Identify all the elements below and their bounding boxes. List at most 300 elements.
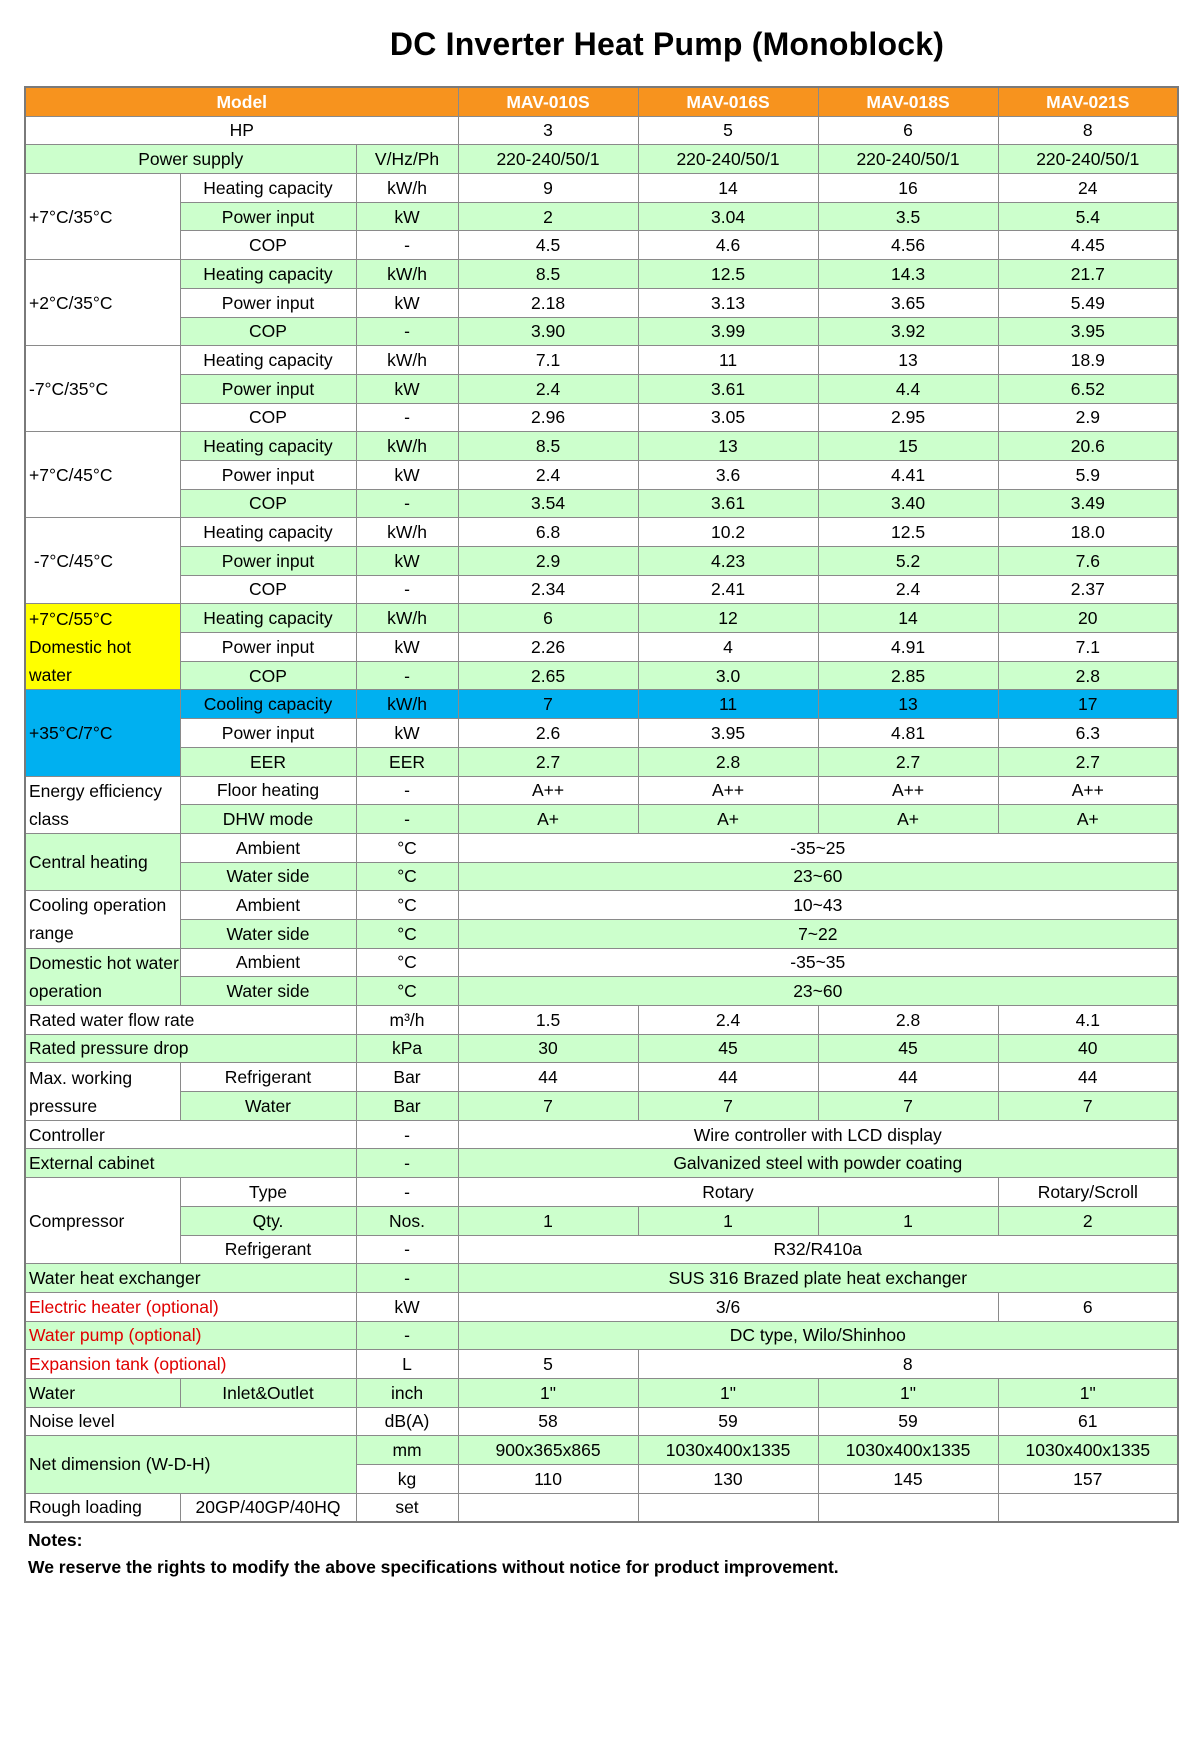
cell: Wire controller with LCD display: [458, 1120, 1178, 1149]
param-label: Ambient: [180, 833, 356, 862]
param-label: Refrigerant: [180, 1063, 356, 1092]
cell: 6.52: [998, 374, 1178, 403]
table-row: [25, 432, 1178, 461]
cell: 157: [998, 1465, 1178, 1494]
table-row: [25, 776, 1178, 805]
cell: 13: [818, 346, 998, 375]
unit-cell: Bar: [356, 1063, 458, 1092]
cell: 4.45: [998, 231, 1178, 260]
cell: 15: [818, 432, 998, 461]
unit-cell: kW/h: [356, 604, 458, 633]
cell: 3: [458, 116, 638, 145]
cooling-range-label: Cooling operation range: [25, 891, 180, 948]
cell: 13: [638, 432, 818, 461]
cell: 12.5: [818, 518, 998, 547]
param-label: EER: [180, 747, 356, 776]
condition-label: -7°C/45°C: [25, 518, 180, 604]
table-row: [25, 1063, 1178, 1092]
cell: 2.8: [818, 1006, 998, 1035]
cell: A++: [998, 776, 1178, 805]
unit-cell: -: [356, 231, 458, 260]
cell: R32/R410a: [458, 1235, 1178, 1264]
cell: 1": [638, 1378, 818, 1407]
param-label: Heating capacity: [180, 432, 356, 461]
cell: 2.34: [458, 575, 638, 604]
param-label: DHW mode: [180, 805, 356, 834]
row-label: Rough loading: [25, 1493, 180, 1522]
table-row: [25, 633, 1178, 662]
model-col-2: MAV-016S: [638, 87, 818, 116]
cell: 3.99: [638, 317, 818, 346]
table-row: [25, 747, 1178, 776]
cell: 6: [998, 1292, 1178, 1321]
unit-cell: °C: [356, 977, 458, 1006]
unit-cell: kg: [356, 1465, 458, 1494]
cell: A+: [638, 805, 818, 834]
table-row: [25, 604, 1178, 633]
cell: 3.65: [818, 288, 998, 317]
cell: Rotary: [458, 1178, 998, 1207]
param-label: Heating capacity: [180, 518, 356, 547]
table-row: [25, 460, 1178, 489]
row-label: Controller: [25, 1120, 356, 1149]
unit-cell: mm: [356, 1436, 458, 1465]
row-label: Noise level: [25, 1407, 356, 1436]
cell: 8.5: [458, 260, 638, 289]
cell: SUS 316 Brazed plate heat exchanger: [458, 1264, 1178, 1293]
table-row: [25, 403, 1178, 432]
cell: 23~60: [458, 862, 1178, 891]
cell: 40: [998, 1034, 1178, 1063]
cell: 7: [458, 1092, 638, 1121]
unit-cell: kW/h: [356, 432, 458, 461]
unit-cell: kW: [356, 633, 458, 662]
table-row: [25, 1092, 1178, 1121]
model-col-4: MAV-021S: [998, 87, 1178, 116]
notes-heading: Notes:: [28, 1530, 83, 1550]
cell: 1": [998, 1378, 1178, 1407]
cell: 3.92: [818, 317, 998, 346]
unit-cell: °C: [356, 919, 458, 948]
cell: 4.41: [818, 460, 998, 489]
unit-cell: -: [356, 1120, 458, 1149]
table-row: [25, 145, 1178, 174]
cell: 3.13: [638, 288, 818, 317]
cell: 2.6: [458, 719, 638, 748]
row-label: External cabinet: [25, 1149, 356, 1178]
cell: 4.81: [818, 719, 998, 748]
cell: 1": [458, 1378, 638, 1407]
cell: 220-240/50/1: [458, 145, 638, 174]
cell: 3.61: [638, 489, 818, 518]
cell: 23~60: [458, 977, 1178, 1006]
dhw-operation-label: Domestic hot water operation: [25, 948, 180, 1005]
cell: 59: [818, 1407, 998, 1436]
cell: 7~22: [458, 919, 1178, 948]
param-label: COP: [180, 661, 356, 690]
unit-cell: kW: [356, 374, 458, 403]
table-row: [25, 805, 1178, 834]
compressor-label: Compressor: [25, 1178, 180, 1264]
cell: 2.9: [458, 547, 638, 576]
unit-cell: V/Hz/Ph: [356, 145, 458, 174]
condition-label: -7°C/35°C: [25, 346, 180, 432]
cell: 4.91: [818, 633, 998, 662]
unit-cell: kW: [356, 719, 458, 748]
table-row: [25, 575, 1178, 604]
cell: 10~43: [458, 891, 1178, 920]
unit-cell: inch: [356, 1378, 458, 1407]
table-row: [25, 1292, 1178, 1321]
cell: DC type, Wilo/Shinhoo: [458, 1321, 1178, 1350]
cell: 2.7: [818, 747, 998, 776]
unit-cell: -: [356, 317, 458, 346]
cell: 18.0: [998, 518, 1178, 547]
unit-cell: dB(A): [356, 1407, 458, 1436]
cell: 3.40: [818, 489, 998, 518]
cell: 1030x400x1335: [818, 1436, 998, 1465]
param-label: Power input: [180, 288, 356, 317]
param-label: Water side: [180, 977, 356, 1006]
cell: 10.2: [638, 518, 818, 547]
table-row: [25, 719, 1178, 748]
unit-cell: -: [356, 403, 458, 432]
table-row: [25, 1006, 1178, 1035]
table-row: [25, 1034, 1178, 1063]
param-label: Floor heating: [180, 776, 356, 805]
cell: 3.49: [998, 489, 1178, 518]
table-row: [25, 547, 1178, 576]
cooling-condition-label: +35°C/7°C: [25, 690, 180, 776]
cell: 4.6: [638, 231, 818, 260]
spec-table: [24, 86, 1179, 1523]
cell: 45: [638, 1034, 818, 1063]
table-row: [25, 1178, 1178, 1207]
table-row: [25, 1378, 1178, 1407]
cell: A++: [818, 776, 998, 805]
cell: 2.85: [818, 661, 998, 690]
cell: 5: [638, 116, 818, 145]
unit-cell: kW/h: [356, 518, 458, 547]
unit-cell: °C: [356, 948, 458, 977]
param-label: 20GP/40GP/40HQ: [180, 1493, 356, 1522]
cell: 12.5: [638, 260, 818, 289]
cell: 2.7: [998, 747, 1178, 776]
cell: 7: [998, 1092, 1178, 1121]
table-row: [25, 346, 1178, 375]
unit-cell: m³/h: [356, 1006, 458, 1035]
cell: 6: [458, 604, 638, 633]
cell: [818, 1493, 998, 1522]
cell: 2.9: [998, 403, 1178, 432]
table-row: [25, 231, 1178, 260]
unit-cell: set: [356, 1493, 458, 1522]
cell: 7.1: [458, 346, 638, 375]
condition-label: +2°C/35°C: [25, 260, 180, 346]
table-row: [25, 1493, 1178, 1522]
table-row: [25, 1206, 1178, 1235]
table-row: [25, 174, 1178, 203]
cell: 44: [818, 1063, 998, 1092]
cell: 30: [458, 1034, 638, 1063]
condition-label: +7°C/45°C: [25, 432, 180, 518]
unit-cell: °C: [356, 862, 458, 891]
cell: 2.4: [818, 575, 998, 604]
cell: 2.95: [818, 403, 998, 432]
table-row: [25, 518, 1178, 547]
row-label: Water heat exchanger: [25, 1264, 356, 1293]
cell: 17: [998, 690, 1178, 719]
cell: 4.56: [818, 231, 998, 260]
param-label: Power input: [180, 719, 356, 748]
cell: 1.5: [458, 1006, 638, 1035]
param-label: Ambient: [180, 891, 356, 920]
unit-cell: Nos.: [356, 1206, 458, 1235]
condition-label: +7°C/35°C: [25, 174, 180, 260]
cell: 4.1: [998, 1006, 1178, 1035]
table-row: [25, 1120, 1178, 1149]
cell: 2.18: [458, 288, 638, 317]
row-label: Electric heater (optional): [25, 1292, 356, 1321]
cell: 58: [458, 1407, 638, 1436]
cell: 2: [998, 1206, 1178, 1235]
cell: 14: [818, 604, 998, 633]
unit-cell: kW/h: [356, 690, 458, 719]
cell: 7: [638, 1092, 818, 1121]
cell: 4: [638, 633, 818, 662]
cell: 2.96: [458, 403, 638, 432]
unit-cell: -: [356, 661, 458, 690]
cell: 1": [818, 1378, 998, 1407]
cell: 2.4: [638, 1006, 818, 1035]
param-label: Qty.: [180, 1206, 356, 1235]
cell: 3.05: [638, 403, 818, 432]
table-row: [25, 288, 1178, 317]
unit-cell: kW/h: [356, 174, 458, 203]
param-label: COP: [180, 403, 356, 432]
param-label: Water side: [180, 862, 356, 891]
cell: 3.04: [638, 202, 818, 231]
cell: 3/6: [458, 1292, 998, 1321]
cell: 4.23: [638, 547, 818, 576]
cell: 59: [638, 1407, 818, 1436]
cell: 110: [458, 1465, 638, 1494]
cell: 12: [638, 604, 818, 633]
unit-cell: kPa: [356, 1034, 458, 1063]
cell: 2.41: [638, 575, 818, 604]
table-row: [25, 891, 1178, 920]
cell: 9: [458, 174, 638, 203]
cell: -35~25: [458, 833, 1178, 862]
unit-cell: kW: [356, 547, 458, 576]
model-header: Model: [25, 87, 458, 116]
cell: 7: [818, 1092, 998, 1121]
cell: 8: [638, 1350, 1178, 1379]
cell: 14.3: [818, 260, 998, 289]
unit-cell: L: [356, 1350, 458, 1379]
cell: 5: [458, 1350, 638, 1379]
cell: 1030x400x1335: [998, 1436, 1178, 1465]
cell: 220-240/50/1: [998, 145, 1178, 174]
param-label: Power input: [180, 374, 356, 403]
cell: 4.5: [458, 231, 638, 260]
unit-cell: -: [356, 1178, 458, 1207]
unit-cell: kW/h: [356, 260, 458, 289]
cell: 44: [458, 1063, 638, 1092]
unit-cell: -: [356, 575, 458, 604]
table-row: [25, 202, 1178, 231]
table-row: [25, 1264, 1178, 1293]
cell: [638, 1493, 818, 1522]
row-label: Rated pressure drop: [25, 1034, 356, 1063]
cell: 2.37: [998, 575, 1178, 604]
param-label: Ambient: [180, 948, 356, 977]
param-label: Inlet&Outlet: [180, 1378, 356, 1407]
cell: 6.8: [458, 518, 638, 547]
table-row: [25, 317, 1178, 346]
table-row: [25, 374, 1178, 403]
cell: 4.4: [818, 374, 998, 403]
param-label: Cooling capacity: [180, 690, 356, 719]
cell: 7.6: [998, 547, 1178, 576]
cell: 3.54: [458, 489, 638, 518]
row-label: Rated water flow rate: [25, 1006, 356, 1035]
param-label: Type: [180, 1178, 356, 1207]
unit-cell: °C: [356, 833, 458, 862]
table-row: [25, 1149, 1178, 1178]
cell: 20.6: [998, 432, 1178, 461]
param-label: COP: [180, 575, 356, 604]
row-label: Net dimension (W-D-H): [25, 1436, 356, 1493]
cell: 2.4: [458, 374, 638, 403]
cell: 6: [818, 116, 998, 145]
param-label: Heating capacity: [180, 604, 356, 633]
cell: 13: [818, 690, 998, 719]
cell: 14: [638, 174, 818, 203]
cell: 2.26: [458, 633, 638, 662]
cell: 3.5: [818, 202, 998, 231]
unit-cell: kW: [356, 1292, 458, 1321]
cell: Rotary/Scroll: [998, 1178, 1178, 1207]
table-row: [25, 690, 1178, 719]
row-label: Water: [25, 1378, 180, 1407]
param-label: COP: [180, 231, 356, 260]
unit-cell: Bar: [356, 1092, 458, 1121]
cell: 24: [998, 174, 1178, 203]
cell: 5.9: [998, 460, 1178, 489]
param-label: Heating capacity: [180, 174, 356, 203]
table-row: [25, 948, 1178, 977]
cell: 20: [998, 604, 1178, 633]
cell: 5.49: [998, 288, 1178, 317]
cell: 2.4: [458, 460, 638, 489]
cell: 3.95: [638, 719, 818, 748]
param-label: Water: [180, 1092, 356, 1121]
cell: 5.2: [818, 547, 998, 576]
unit-cell: kW: [356, 460, 458, 489]
table-row: [25, 919, 1178, 948]
table-row: [25, 977, 1178, 1006]
unit-cell: -: [356, 1149, 458, 1178]
cell: 1: [638, 1206, 818, 1235]
param-label: Heating capacity: [180, 260, 356, 289]
model-col-1: MAV-010S: [458, 87, 638, 116]
energy-class-label: Energy efficiency class: [25, 776, 180, 833]
cell: 1: [458, 1206, 638, 1235]
cell: 45: [818, 1034, 998, 1063]
unit-cell: EER: [356, 747, 458, 776]
table-row: [25, 1321, 1178, 1350]
cell: 44: [998, 1063, 1178, 1092]
cell: 220-240/50/1: [638, 145, 818, 174]
table-row: [25, 116, 1178, 145]
cell: 1: [818, 1206, 998, 1235]
unit-cell: kW/h: [356, 346, 458, 375]
param-label: Power input: [180, 547, 356, 576]
unit-cell: kW: [356, 202, 458, 231]
model-col-3: MAV-018S: [818, 87, 998, 116]
cell: 2: [458, 202, 638, 231]
unit-cell: -: [356, 805, 458, 834]
unit-cell: kW: [356, 288, 458, 317]
cell: 7: [458, 690, 638, 719]
table-row: [25, 1436, 1178, 1465]
cell: 61: [998, 1407, 1178, 1436]
unit-cell: -: [356, 1235, 458, 1264]
cell: 145: [818, 1465, 998, 1494]
cell: 16: [818, 174, 998, 203]
cell: 3.0: [638, 661, 818, 690]
max-pressure-label: Max. working pressure: [25, 1063, 180, 1120]
unit-cell: °C: [356, 891, 458, 920]
cell: 3.90: [458, 317, 638, 346]
table-row: [25, 1407, 1178, 1436]
row-label: Water pump (optional): [25, 1321, 356, 1350]
cell: 3.6: [638, 460, 818, 489]
cell: 8: [998, 116, 1178, 145]
cell: A++: [638, 776, 818, 805]
table-row: [25, 862, 1178, 891]
cell: 2.8: [638, 747, 818, 776]
param-label: Water side: [180, 919, 356, 948]
power-supply-label: Power supply: [25, 145, 356, 174]
central-heating-label: Central heating: [25, 833, 180, 890]
cell: 2.8: [998, 661, 1178, 690]
unit-cell: -: [356, 1321, 458, 1350]
param-label: Power input: [180, 202, 356, 231]
table-row: [25, 661, 1178, 690]
param-label: COP: [180, 489, 356, 518]
cell: A+: [818, 805, 998, 834]
cell: -35~35: [458, 948, 1178, 977]
unit-cell: -: [356, 489, 458, 518]
unit-cell: -: [356, 776, 458, 805]
cell: A++: [458, 776, 638, 805]
dhw-condition-label: +7°C/55°C Domestic hot water: [25, 604, 180, 690]
cell: A+: [998, 805, 1178, 834]
cell: 220-240/50/1: [818, 145, 998, 174]
param-label: Power input: [180, 460, 356, 489]
cell: Galvanized steel with powder coating: [458, 1149, 1178, 1178]
param-label: Power input: [180, 633, 356, 662]
cell: 130: [638, 1465, 818, 1494]
table-row: [25, 489, 1178, 518]
table-row: [25, 260, 1178, 289]
table-row: [25, 1350, 1178, 1379]
cell: 2.65: [458, 661, 638, 690]
table-row: [25, 1235, 1178, 1264]
cell: 900x365x865: [458, 1436, 638, 1465]
